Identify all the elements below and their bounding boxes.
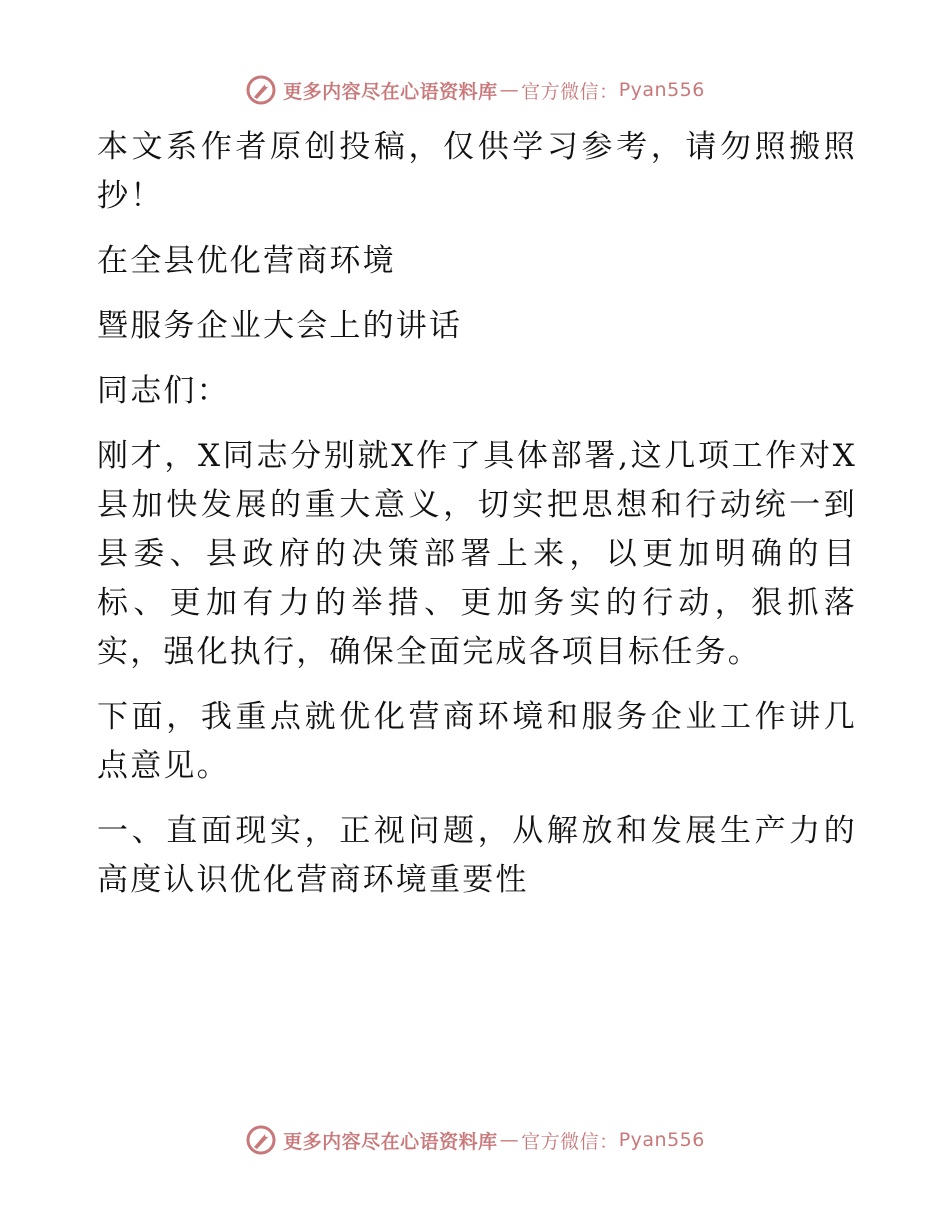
speech-title-line-2: 暨服务企业大会上的讲话 bbox=[97, 308, 463, 344]
watermark-wechat-id: Pyan556 bbox=[618, 1129, 705, 1151]
salutation: 同志们： bbox=[97, 373, 230, 409]
speech-title-line-1: 在全县优化营商环境 bbox=[97, 243, 396, 279]
watermark-dash: — bbox=[499, 1129, 520, 1151]
disclaimer-paragraph: 本文系作者原创投稿，仅供学习参考，请勿照搬照抄！ bbox=[97, 129, 857, 214]
body-paragraph: 下面，我重点就优化营商环境和服务企业工作讲几点意见。 bbox=[97, 699, 857, 784]
document-body bbox=[97, 123, 857, 921]
watermark-wechat-id: Pyan556 bbox=[618, 79, 705, 101]
watermark-footer bbox=[0, 1120, 950, 1160]
watermark-wechat-label: 官方微信： bbox=[521, 80, 619, 103]
watermark-header bbox=[0, 70, 950, 110]
body-paragraph: 刚才，X同志分别就X作了具体部署,这几项工作对X县加快发展的重大意义，切实把思想和行动统一到县委、县政府的决策部署上来，以更加明确的目标、更加有力的举措、更加务实的行动，狠抓落实，强化执行，确保全面完成各项目标任务。 bbox=[97, 438, 857, 670]
pen-nib-circle-icon bbox=[245, 74, 277, 106]
watermark-wechat-label: 官方微信： bbox=[521, 1130, 619, 1153]
watermark-dash: — bbox=[499, 79, 520, 101]
pen-nib-circle-icon bbox=[245, 1124, 277, 1156]
watermark-text: 更多内容尽在心语资料库 bbox=[283, 1130, 498, 1153]
section-heading: 一、直面现实，正视问题，从解放和发展生产力的高度认识优化营商环境重要性 bbox=[97, 813, 857, 898]
watermark-text: 更多内容尽在心语资料库 bbox=[283, 80, 498, 103]
